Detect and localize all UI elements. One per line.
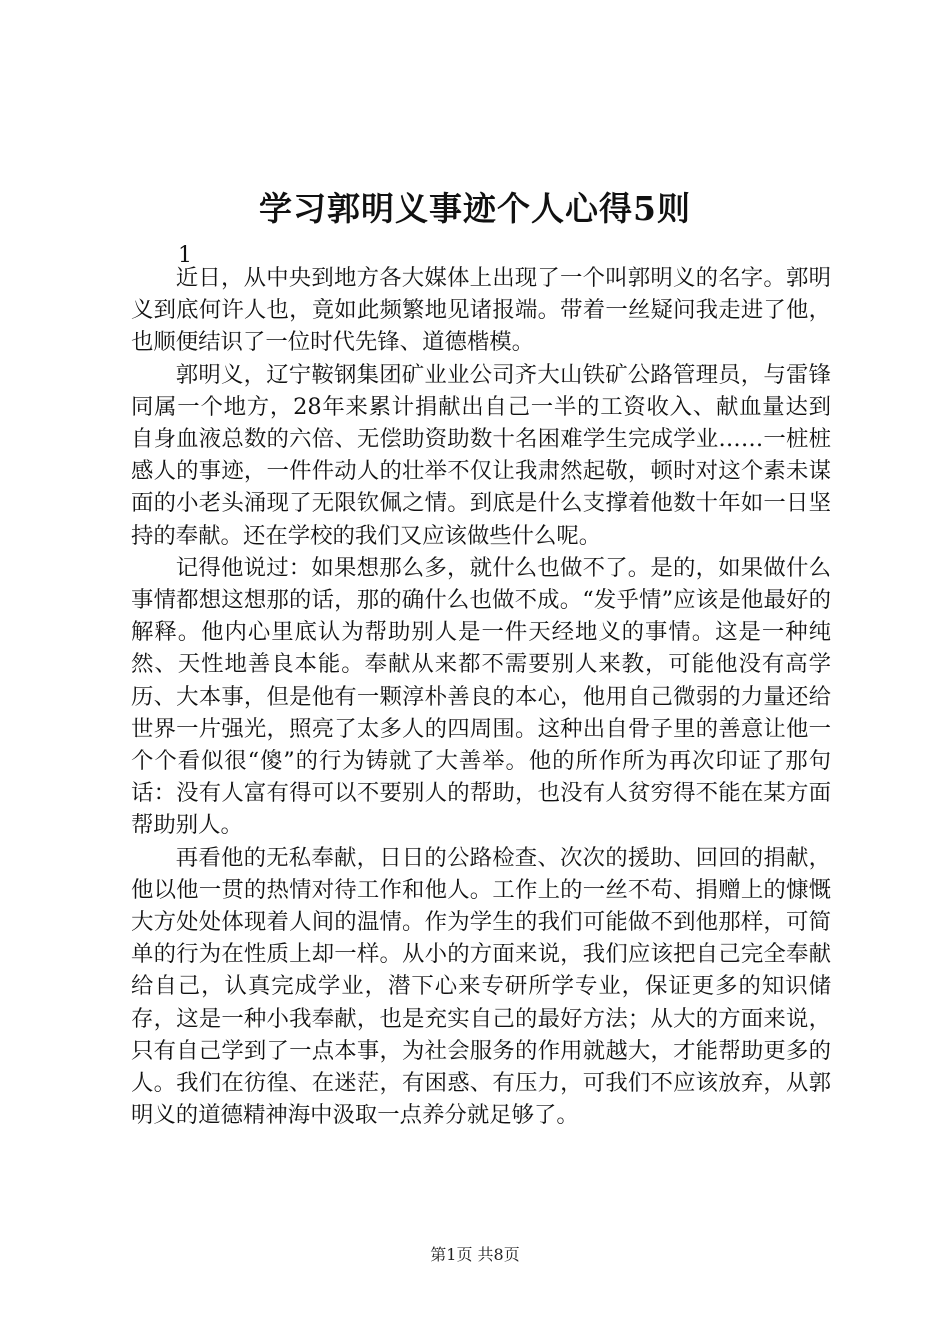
- document-title: 学习郭明义事迹个人心得5则: [259, 189, 691, 228]
- page-footer: 第1页 共8页: [430, 1245, 520, 1264]
- paragraph-1: 近日，从中央到地方各大媒体上出现了一个叫郭明义的名字。郭明义到底何许人也，竟如此频繁地见诸报端。带着一丝疑问我走进了他，也顺便结识了一位时代先锋、道德楷模。: [131, 265, 831, 356]
- section-number: 1: [178, 243, 192, 268]
- document-body: [131, 262, 831, 1131]
- paragraph-4: 再看他的无私奉献，日日的公路检查、次次的援助、回回的捐献，他以他一贯的热情对待工作和他人。工作上的一丝不苟、捐赠上的慷慨大方处处体现着人间的温情。作为学生的我们可能做不到他那样，可简单的行为在性质上却一样。从小的方面来说，我们应该把自己完全奉献给自己，认真完成学业，潜下心来专研所学专业，保证更多的知识储存，这是一种小我奉献，也是充实自己的最好方法；从大的方面来说，只有自己学到了一点本事，为社会服务的作用就越大，才能帮助更多的人。我们在彷徨、在迷茫，有困惑、有压力，可我们不应该放弃，从郭明义的道德精神海中汲取一点养分就足够了。: [131, 844, 831, 1129]
- paragraph-3: 记得他说过：如果想那么多，就什么也做不了。是的，如果做什么事情都想这想那的话，那的确什么也做不成。“发乎情”应该是他最好的解释。他内心里底认为帮助别人是一件天经地义的事情。这是一种纯然、天性地善良本能。奉献从来都不需要别人来教，可能他没有高学历、大本事，但是他有一颗淳朴善良的本心，他用自己微弱的力量还给世界一片强光，照亮了太多人的四周围。这种出自骨子里的善意让他一个个看似很“傻”的行为铸就了大善举。他的所作所为再次印证了那句话：没有人富有得可以不要别人的帮助，也没有人贫穷得不能在某方面帮助别人。: [131, 554, 831, 839]
- paragraph-2: 郭明义，辽宁鞍钢集团矿业业公司齐大山铁矿公路管理员，与雷锋同属一个地方，28年来累计捐献出自己一半的工资收入、献血量达到自身血液总数的六倍、无偿助资助数十名困难学生完成学业……一桩桩感人的事迹，一件件动人的壮举不仅让我肃然起敬，顿时对这个素未谋面的小老头涌现了无限钦佩之情。到底是什么支撑着他数十年如一日坚持的奉献。还在学校的我们又应该做些什么呢。: [131, 361, 831, 549]
